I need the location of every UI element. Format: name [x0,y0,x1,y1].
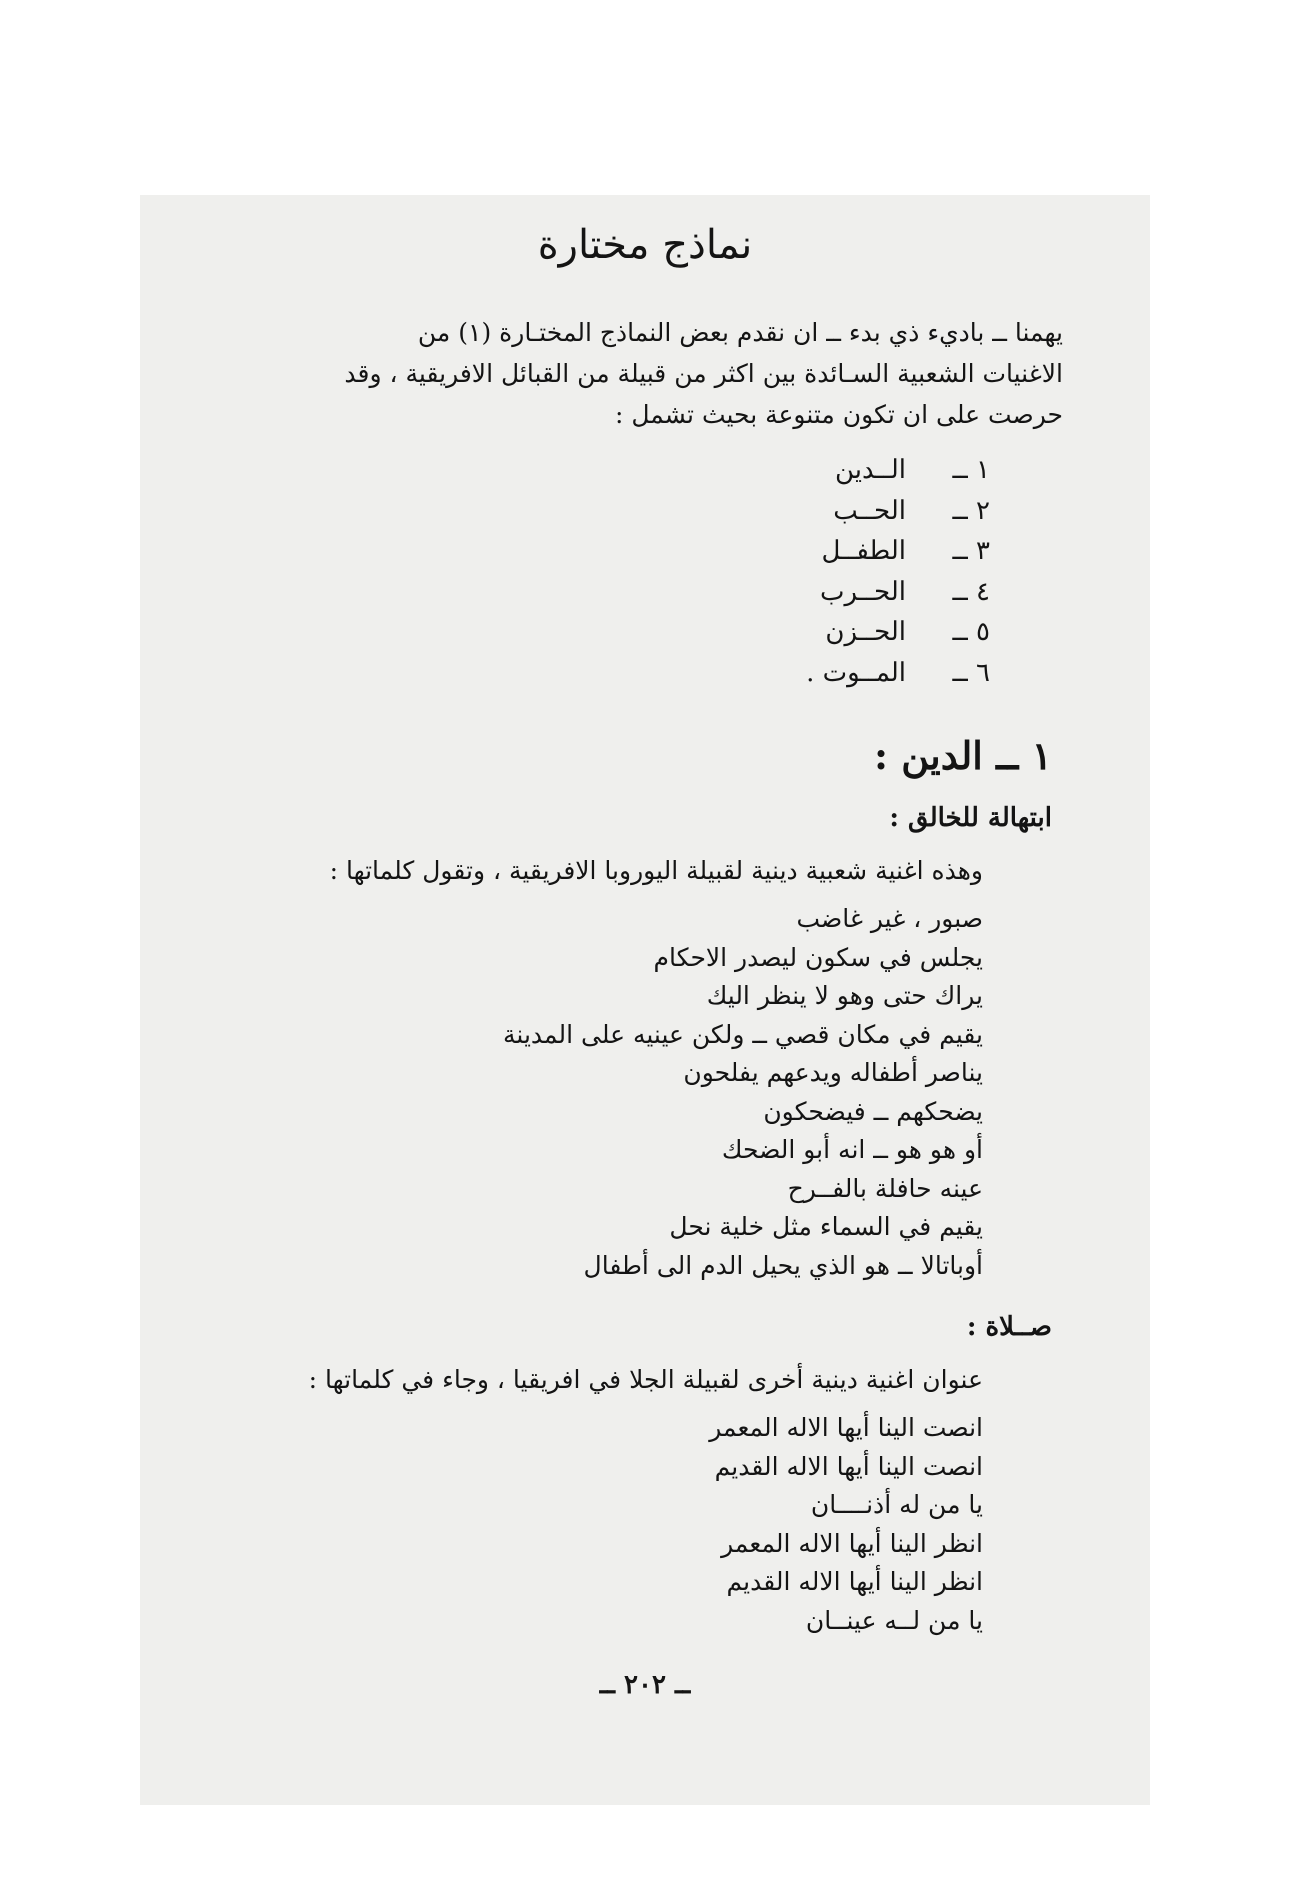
intro-line: يهمنا ــ باديء ذي بدء ــ ان نقدم بعض النماذج المختـارة (١) من [417,318,1063,347]
poem-line: يا من لــه عينــان [805,1605,983,1635]
list-item [806,491,990,532]
page-number: ــ ٢٠٢ ــ [599,1670,691,1700]
poem-line: أوباتالا ــ هو الذي يحيل الدم الى أطفال [583,1250,983,1280]
poem-line: يجلس في سكون ليصدر الاحكام [653,942,983,972]
list-item [806,572,990,613]
poem-line: انظر الينا أيها الاله المعمر [721,1528,983,1558]
poem-line: يقيم في السماء مثل خلية نحل [669,1212,983,1241]
poem-line: عينه حافلة بالفــرح [787,1173,983,1203]
list-item [806,531,990,572]
subsection-description: وهذه اغنية شعبية دينية لقبيلة اليوروبا الافريقية ، وتقول كلماتها : [329,856,983,885]
section-heading: ١ ــ الدين : [874,733,1052,778]
topic-label: الحــب [833,495,906,526]
poem-line: أو هو هو ــ انه أبو الضحك [721,1135,983,1164]
list-item [806,653,990,694]
topic-label: الــدين [834,455,906,485]
intro-paragraph [203,312,1063,435]
topic-label: الحــزن [825,617,906,647]
subsection-heading: ابتهالة للخالق : [889,803,1052,833]
poem-lines [709,1409,983,1640]
topic-label: الحــرب [820,576,906,607]
poem-line: انصت الينا أيها الاله المعمر [709,1413,983,1442]
poem-line: انظر الينا أيها الاله القديم [726,1567,983,1596]
topic-number: ٣ ــ [952,536,990,566]
poem-line: صبور ، غير غاضب [796,904,983,933]
topic-number: ٤ ــ [952,576,990,607]
topic-number: ٦ ــ [952,657,990,688]
list-item [806,450,990,491]
poem-line: يضحكهم ــ فيضحكون [763,1096,983,1126]
poem-line: يناصر أطفاله ويدعهم يفلحون [683,1058,983,1087]
topics-list [806,450,990,693]
intro-line: حرصت على ان تكون متنوعة بحيث تشمل : [615,400,1063,429]
poem-line: يا من له أذنــــان [810,1490,983,1519]
topic-number: ١ ــ [952,455,990,485]
subsection-heading: صــلاة : [966,1312,1052,1342]
poem-line: يراك حتى وهو لا ينظر اليك [706,981,983,1010]
intro-line: الاغنيات الشعبية السـائدة بين اكثر من قبيلة من القبائل الافريقية ، وقد [344,359,1063,388]
poem-line: يقيم في مكان قصي ــ ولكن عينيه على المدينة [503,1019,983,1049]
list-item [806,612,990,653]
subsection-description: عنوان اغنية دينية أخرى لقبيلة الجلا في افريقيا ، وجاء في كلماتها : [308,1365,983,1394]
topic-label: الطفــل [821,536,906,566]
topic-number: ٥ ــ [952,617,990,647]
topic-number: ٢ ــ [952,495,990,526]
topic-label: المــوت . [806,657,906,688]
page-title: نماذج مختارة [537,222,753,268]
poem-line: انصت الينا أيها الاله القديم [714,1451,983,1481]
poem-lines [503,900,983,1285]
